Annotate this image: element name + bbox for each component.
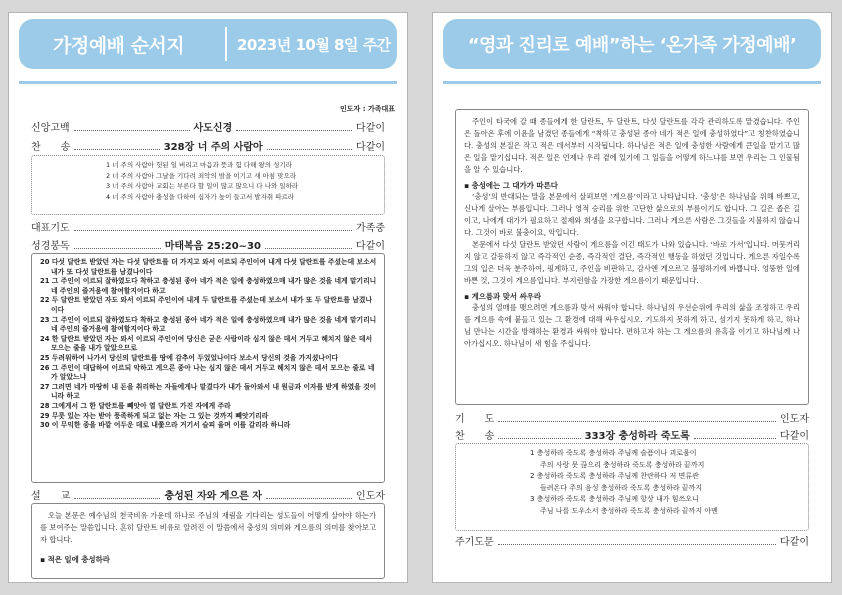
verse: 29 무릇 있는 자는 받아 풍족하게 되고 없는 자는 그 있는 것까지 빼앗기리라: [40, 411, 269, 420]
sermon-paragraph: 주인이 타국에 갈 때 종들에게 한 달란트, 두 달란트, 다섯 달란트를 각각 관리하도록 맡겼습니다. 주인은 돌아온 후에 이윤을 남겼던 종들에게 “착하고 충성된 종아 네가 적은 일에 충성하였다”고 칭찬하였습니다. 충성의 본질은 작고 적은 데서부터 시작됩니다. 하나님은 적은 일에 충성한 사람에게 큰일을 맡기고 많은 일을 맡기십니다. 적은 일은 언제나 우리 곁에 있기에 그 일들을 어떻게 하느냐를 보면 우리는 그 인물됨을 알 수 있습니다.: [464, 117, 800, 174]
order-row-closing-prayer: 기 도 인도자: [455, 414, 809, 425]
sermon-paragraph: ‘충성’의 반대되는 말을 본문에서 살펴보면 ‘게으름’이라고 나타납니다. ‘충성’은 하나님을 위해 바쁘고, 신나게 살아는 부름입니다. 그러나 영적 승리를 위한 고단한 삶으로의 부름이기도 합니다. 그 길은 좁은 길이고, 나에게 대가가 필요하고 절제와 희생을 요구합니다. 그러나 게으른 사람은 그것들을 지불하지 않습니다. 그것이 바로 불충이요, 악입니다.: [464, 192, 800, 237]
left-accent-bar: [19, 81, 397, 84]
right-header-title: “영과 진리로 예배”하는 ‘온가족 가정예배’: [467, 35, 797, 56]
order-row-lords-prayer: 주기도문 다같이: [455, 537, 809, 548]
sermon-paragraph: 본문에서 다섯 달란트 받았던 사람이 게으름을 이긴 태도가 나와 있습니다. ‘바로 가서’입니다. 머뭇거리지 않고 갈등하지 않고 즉각적인 순종, 즉각적인 결단, 즉각적인 행동을 하였던 것입니다. 게으른 자일수록 그의 입은 더욱 분주하여, 핑계하고, 주인을 비판하고, 감사엔 게으르고 불평하기에 바쁩니다. 엉뚱한 일에 바쁜 것, 그것이 게으름입니다. 부지런함을 가장한 게으름이기 때문입니다.: [464, 240, 800, 285]
hymn-line: 3 너 주의 사람아 교회는 부른다 할 일이 많고 많으니 다 나와 일하라: [106, 182, 299, 190]
left-header-date: 2023년 10월 8일 주간: [237, 36, 391, 54]
hymn-line: 2 너 주의 사람아 그날을 기다려 죄악의 밤을 이기고 새 아침 맞으라: [106, 171, 297, 180]
left-page: [8, 12, 408, 583]
verse: 30 이 무익한 종을 바깥 어두운 데로 내쫓으라 거기서 슬피 울며 이를 갈리라 하니라: [40, 421, 291, 430]
sermon-subhead: ▪ 게으름과 맞서 싸우라: [464, 291, 800, 302]
right-header-banner: [443, 19, 821, 69]
right-accent-bar: [443, 81, 821, 84]
verse: 22 두 달란트 받았던 자도 와서 이르되 주인이여 내게 두 달란트를 주셨는데 보소서 내가 또 두 달란트를 남겼나이다: [40, 296, 373, 314]
verse: 25 두려워하여 나가서 당신의 달란트를 땅에 감추어 두었었나이다 보소서 당신의 것을 가지셨나이다: [40, 353, 339, 362]
sermon-intro-box: [31, 503, 385, 579]
order-row-confession: 신앙고백 사도신경 다같이: [31, 123, 386, 134]
header-separator: [225, 27, 227, 61]
left-header-banner: [19, 19, 397, 69]
hymn-line: 1 충성하라 죽도록 충성하라 주님께 슬픔이나 괴로움이: [530, 449, 697, 457]
hymn-line: 주의 사랑 못 끊으리 충성하라 죽도록 충성하라 끝까지: [540, 460, 705, 469]
right-page: [432, 12, 832, 583]
verse: 23 그 주인이 이르되 잘하였도다 착하고 충성된 종아 네가 적은 일에 충성하였으매 내가 많은 것을 네게 맡기리니 네 주인의 즐거움에 참여할지어다 하고: [40, 315, 377, 334]
hymn-line: 1 너 주의 사람아 헛된 일 버리고 마음과 뜻과 힘 다해 왕의 성기라: [106, 161, 292, 169]
verse: 20 다섯 달란트 받았던 자는 다섯 달란트를 더 가지고 와서 이르되 주인이여 내게 다섯 달란트를 주셨는데 보소서 내가 또 다섯 달란트를 남겼나이다: [40, 258, 377, 276]
order-row-scripture: 성경봉독 마태복음 25:20~30 다같이: [31, 241, 385, 252]
sermon-intro: 오늘 본문은 예수님의 천국비유 가운데 하나로 주님의 재림을 기다리는 성도들이 어떻게 살아야 하는가를 보여주는 말씀입니다. 흔히 달란트 비유로 알려진 이 말씀에서 충성의 의미와 게으름의 의미를 찾아보고자 합니다.: [40, 511, 376, 544]
sermon-subhead: ▪ 적은 일에 충성하라: [40, 554, 376, 565]
verse: 27 그러면 네가 마땅히 내 돈을 취리하는 자들에게나 맡겼다가 내가 돌아와서 내 원금과 이자를 받게 하였을 것이니라 하고: [40, 382, 377, 401]
verse: 24 한 달란트 받았던 자는 와서 이르되 주인이여 당신은 굳은 사람이라 심지 않은 데서 거두고 헤치지 않은 데서 모으는 줄을 내가 알았으므로: [40, 334, 373, 353]
sermon-paragraph: 충성의 열매를 맺으려면 게으름과 맞서 싸워야 합니다. 하나님의 우선순위에 우리의 삶을 조정하고 우리를 게으름 속에 붙들고 있는 그 환경에 대해 싸우십시오. 기도하지 못하게 하고, 섬기지 못하게 하고, 하나님 만나는 시간을 방해하는 환경과 싸워야 합니다. 편하고자 하는 그 게으름의 유혹을 이기고 하나님께 나아가십시오. 하나님이 새 힘을 주십니다.: [464, 303, 800, 348]
left-header-title: 가정예배 순서지: [53, 35, 185, 57]
verse: 28 그에게서 그 한 달란트를 빼앗아 열 달란트 가진 자에게 주라: [40, 401, 231, 410]
hymn-lyrics-box: [31, 155, 385, 215]
sermon-body-box: [455, 109, 809, 405]
verse: 26 그 주인이 대답하여 이르되 악하고 게으른 종아 나는 심지 않은 데서 거두고 헤치지 않은 데서 모으는 줄로 네가 알았느냐: [40, 363, 375, 382]
leader-label: 인도자 : 가족대표: [339, 105, 395, 113]
sermon-subhead: ▪ 충성에는 그 대가가 따른다: [464, 180, 800, 191]
order-row-sermon: 설 교 충성된 자와 게으른 자 인도자: [31, 491, 386, 502]
order-row-closing-hymn: 찬 송 333장 충성하라 죽도록 다같이: [455, 431, 809, 442]
hymn-line: 3 충성하라 죽도록 충성하라 주님께 항상 내가 힘쓰오니: [530, 495, 699, 503]
hymn-line: 주님 나를 도우소서 충성하라 죽도록 충성하라 끝까지 아멘: [540, 506, 718, 515]
order-row-hymn: 찬 송 328장 너 주의 사람아 다같이: [31, 142, 386, 153]
order-row-prayer: 대표기도 가족중: [31, 223, 385, 234]
verse: 21 그 주인이 이르되 잘하였도다 착하고 충성된 종아 네가 적은 일에 충성하였으매 내가 많은 것을 네게 맡기리니 네 주인의 즐거움에 참여할지어다 하고: [40, 277, 377, 295]
scripture-box: [31, 253, 385, 483]
closing-hymn-box: [455, 443, 809, 531]
hymn-line: 2 충성하라 죽도록 충성하라 주님께 찬란하다 저 면류관: [530, 472, 699, 480]
hymn-line: 4 너 주의 사람아 충성을 다하여 십자가 높이 들고서 발자취 따르라: [106, 192, 295, 201]
hymn-line: 들려온다 주의 음성 충성하라 죽도록 충성하라 끝까지: [540, 483, 703, 492]
